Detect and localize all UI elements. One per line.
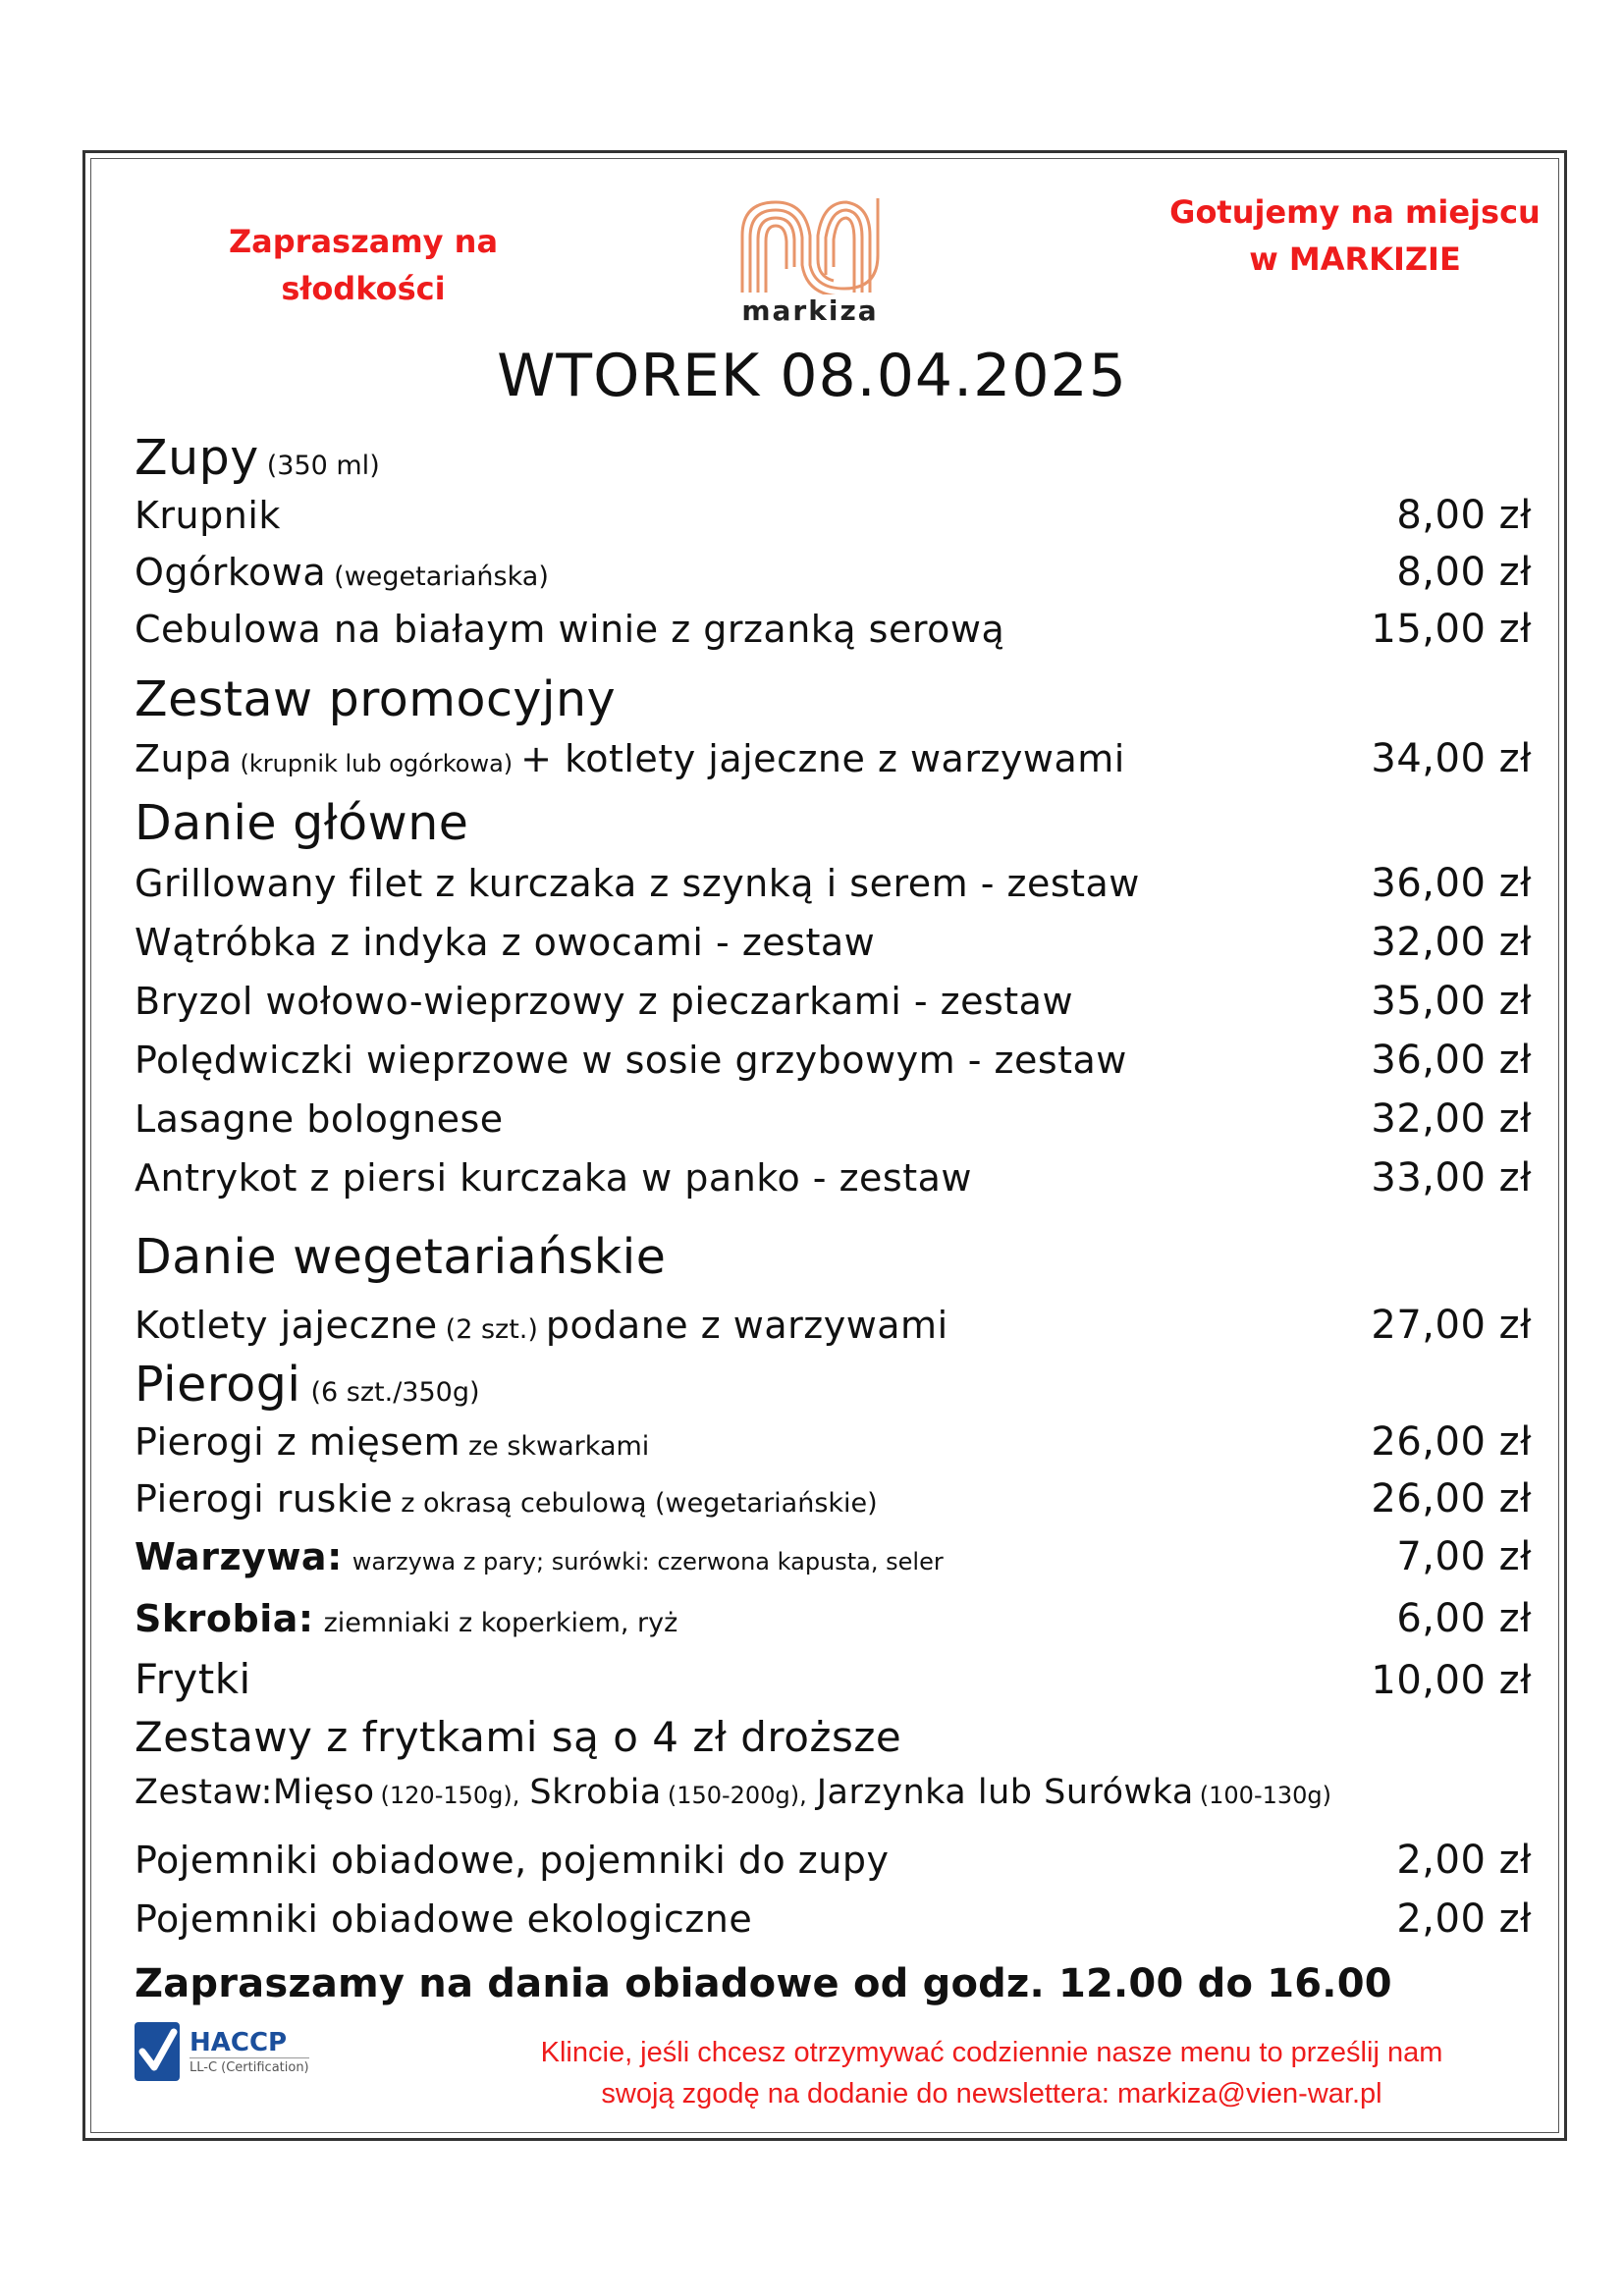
menu-item	[135, 861, 1532, 906]
danie-glowne-heading: Danie główne	[135, 795, 469, 851]
newsletter-line-2: swoją zgodę na dodanie do newslettera: markiza@vien-war.pl	[601, 2078, 1382, 2109]
item-name: Zupa	[135, 737, 233, 780]
item-price: 8,00 zł	[1396, 493, 1532, 538]
item-price: 15,00 zł	[1371, 607, 1532, 652]
item-price: 26,00 zł	[1371, 1419, 1532, 1465]
item-note: (wegetariańska)	[334, 561, 549, 592]
item-price: 32,00 zł	[1371, 1096, 1532, 1142]
page-title: WTOREK 08.04.2025	[497, 342, 1127, 410]
menu-item	[135, 1155, 1532, 1201]
menu-item	[135, 1303, 1532, 1348]
item-name: Antrykot z piersi kurczaka w panko - zestaw	[135, 1156, 972, 1200]
markiza-logo-icon	[736, 196, 884, 294]
zestaw-info-a-note: (120-150g),	[380, 1782, 520, 1809]
item-note: (krupnik lub ogórkowa)	[240, 750, 514, 777]
sweets-note-line-2: słodkości	[281, 270, 446, 307]
item-name: Polędwiczki wieprzowe w sosie grzybowym - zestaw	[135, 1039, 1127, 1082]
item-name-rest: + kotlety jajeczne z warzywami	[520, 737, 1125, 780]
haccp-title: HACCP	[189, 2028, 288, 2057]
zupy-heading: Zupy	[135, 430, 259, 486]
item-price: 26,00 zł	[1371, 1476, 1532, 1522]
menu-item	[135, 550, 1532, 595]
item-name: Krupnik	[135, 494, 281, 537]
item-note: warzywa z pary; surówki: czerwona kapusta, seler	[352, 1548, 944, 1575]
item-name: Grillowany filet z kurczaka z szynką i serem - zestaw	[135, 862, 1140, 905]
menu-item	[135, 736, 1532, 781]
item-note: z okrasą cebulową (wegetariańskie)	[401, 1488, 878, 1519]
menu-item	[135, 1476, 1532, 1522]
menu-item	[135, 493, 1532, 538]
item-name-rest: podane z warzywami	[545, 1304, 948, 1347]
zestaw-info	[135, 1773, 1532, 1812]
zestaw-info-b: Skrobia	[529, 1773, 662, 1812]
menu-item	[135, 1655, 1532, 1703]
cooking-note-line-1: Gotujemy na miejscu	[1169, 193, 1541, 231]
item-note: ziemniaki z koperkiem, ryż	[323, 1608, 678, 1638]
zestaw-info-c-note: (100-130g)	[1199, 1782, 1332, 1809]
item-name: Pojemniki obiadowe, pojemniki do zupy	[135, 1839, 890, 1882]
markiza-logo	[727, 196, 893, 327]
item-name: Wątróbka z indyka z owocami - zestaw	[135, 921, 876, 964]
item-name: Bryzol wołowo-wieprzowy z pieczarkami - zestaw	[135, 980, 1074, 1023]
item-price: 10,00 zł	[1371, 1658, 1532, 1703]
section-heading-zupy	[135, 430, 1532, 486]
menu-item	[135, 1096, 1532, 1142]
pierogi-heading: Pierogi	[135, 1357, 301, 1413]
item-note: (2 szt.)	[445, 1314, 538, 1345]
menu-item	[135, 1838, 1532, 1883]
item-price: 36,00 zł	[1371, 861, 1532, 906]
item-price: 33,00 zł	[1371, 1155, 1532, 1201]
item-price: 2,00 zł	[1396, 1896, 1532, 1942]
newsletter-line-1: Klincie, jeśli chcesz otrzymywać codziennie nasze menu to prześlij nam	[540, 2037, 1443, 2068]
item-price: 35,00 zł	[1371, 979, 1532, 1024]
menu-item	[135, 607, 1532, 652]
item-price: 36,00 zł	[1371, 1038, 1532, 1083]
menu-item	[135, 920, 1532, 965]
item-name: Pierogi ruskie	[135, 1477, 394, 1521]
section-heading-danie-glowne	[135, 795, 1532, 851]
cooking-note-line-2: w MARKIZIE	[1249, 240, 1461, 278]
frytki-note	[135, 1713, 1532, 1761]
item-price: 2,00 zł	[1396, 1838, 1532, 1883]
sweets-note	[216, 218, 511, 312]
menu-item	[135, 1534, 1532, 1579]
pierogi-note: (6 szt./350g)	[310, 1377, 480, 1408]
item-price: 7,00 zł	[1396, 1534, 1532, 1579]
menu-item	[135, 1596, 1532, 1641]
item-name: Warzywa:	[135, 1535, 343, 1578]
menu-item	[135, 1896, 1532, 1942]
item-price: 32,00 zł	[1371, 920, 1532, 965]
sweets-note-line-1: Zapraszamy na	[228, 223, 499, 260]
item-name: Pojemniki obiadowe ekologiczne	[135, 1897, 753, 1941]
haccp-check-icon	[135, 2022, 180, 2081]
section-heading-pierogi	[135, 1357, 1532, 1413]
item-name: Kotlety jajeczne	[135, 1304, 438, 1347]
newsletter-note	[432, 2032, 1551, 2114]
item-name: Lasagne bolognese	[135, 1097, 504, 1141]
cooking-note	[1164, 188, 1546, 283]
zestaw-heading: Zestaw promocyjny	[135, 671, 617, 727]
opening-hours-text: Zapraszamy na dania obiadowe od godz. 12.00 do 16.00	[135, 1961, 1392, 2006]
menu-item	[135, 1038, 1532, 1083]
item-price: 34,00 zł	[1371, 736, 1532, 781]
item-name: Ogórkowa	[135, 551, 327, 594]
item-name: Frytki	[135, 1655, 251, 1703]
haccp-subtitle: LL-C (Certification)	[189, 2057, 309, 2075]
item-name: Skrobia:	[135, 1597, 314, 1640]
haccp-badge	[135, 2022, 309, 2081]
section-heading-wege	[135, 1229, 1532, 1285]
zupy-note: (350 ml)	[266, 451, 380, 481]
wege-heading: Danie wegetariańskie	[135, 1229, 667, 1285]
zestaw-info-a: Zestaw:Mięso	[135, 1773, 375, 1812]
item-name: Cebulowa na białaym winie z grzanką serową	[135, 608, 1005, 651]
frytki-note-text: Zestawy z frytkami są o 4 zł droższe	[135, 1713, 902, 1761]
opening-hours	[135, 1961, 1532, 2006]
item-name: Pierogi z mięsem	[135, 1420, 460, 1464]
zestaw-info-c: Jarzynka lub Surówka	[816, 1773, 1194, 1812]
item-note: ze skwarkami	[467, 1431, 650, 1462]
item-price: 27,00 zł	[1371, 1303, 1532, 1348]
item-price: 8,00 zł	[1396, 550, 1532, 595]
section-heading-zestaw	[135, 671, 1532, 727]
item-price: 6,00 zł	[1396, 1596, 1532, 1641]
logo-wordmark: markiza	[741, 294, 879, 327]
menu-item	[135, 1419, 1532, 1465]
zestaw-info-b-note: (150-200g),	[667, 1782, 807, 1809]
menu-item	[135, 979, 1532, 1024]
